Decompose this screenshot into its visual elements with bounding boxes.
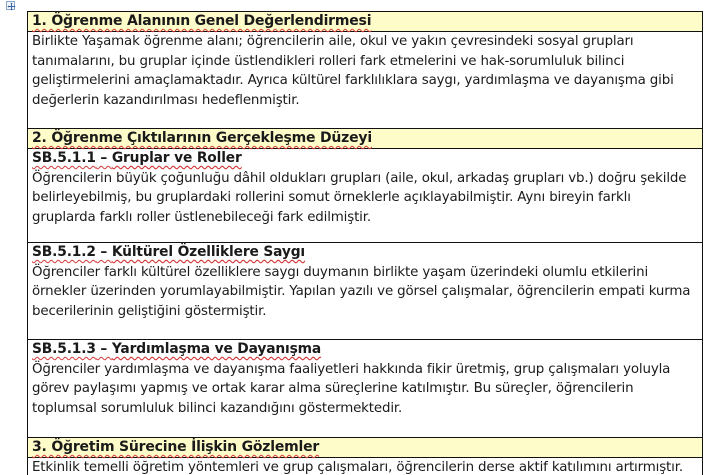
outcome-row-sb-5-1-3: [28, 340, 703, 438]
outcome-name: Yardımlaşma ve Dayanışma: [111, 341, 322, 357]
outcome-title-sb-5-1-3: [32, 340, 696, 360]
section-3-body-row: [28, 458, 703, 475]
section-2-header-row: [28, 129, 703, 149]
outcome-row-sb-5-1-1: [28, 149, 703, 243]
outcome-code: SB.5.1.2: [32, 244, 96, 260]
outcome-dash: –: [95, 244, 112, 260]
section-3-body-cell[interactable]: [28, 458, 703, 475]
outcome-cell-sb-5-1-3[interactable]: [28, 340, 703, 438]
outcome-code: SB.5.1.3: [32, 341, 96, 357]
outcome-body-sb-5-1-3: Öğrenciler yardımlaşma ve dayanışma faaliyetleri hakkında fikir üretmiş, grup çalışmaları yoluyla görev paylaşımı yapmış ve ortak karar alma süreçlerine katılmıştır. Bu süreçler, öğrencilerin toplumsal sorumluluk bilinci kazandığını göstermektedir.: [32, 361, 671, 416]
outcome-cell-sb-5-1-1[interactable]: [28, 149, 703, 243]
section-1-body-cell[interactable]: [28, 32, 703, 129]
section-2-header-cell[interactable]: [28, 129, 703, 149]
table-move-handle[interactable]: [6, 1, 15, 10]
outcome-title-sb-5-1-1: [32, 149, 696, 169]
section-1-heading: 1. Öğrenme Alanının Genel Değerlendirmesi: [32, 13, 372, 29]
outcome-dash: –: [95, 341, 112, 357]
outcome-title-sb-5-1-2: [32, 243, 696, 263]
section-3-header-cell[interactable]: [28, 438, 703, 458]
outcome-body-sb-5-1-1: Öğrencilerin büyük çoğunluğu dâhil oldukları grupları (aile, okul, arkadaş grupları vb.) doğru şekilde belirleyebilmiş, bu gruplardaki rollerini somut örneklerle açıklayabilmiştir. Aynı bireyin farklı gruplarda farklı roller üstlenebileceği fark edilmiştir.: [32, 170, 687, 225]
outcome-body-sb-5-1-2: Öğrenciler farklı kültürel özelliklere saygı duymanın birlikte yaşam üzerindeki olumlu etkilerini örnekler üzerinden yorumlayabilmiştir. Yapılan yazılı ve görsel çalışmalar, öğrencilerin empati kurma becerilerinin geliştiğini göstermiştir.: [32, 264, 691, 319]
outcome-code: SB.5.1.1: [32, 150, 96, 166]
evaluation-table: [27, 11, 703, 475]
outcome-row-sb-5-1-2: [28, 243, 703, 340]
section-1-body-text: Birlikte Yaşamak öğrenme alanı; öğrencilerin aile, okul ve yakın çevresindeki sosyal grupları tanımalarını, bu gruplar içinde üstlendikleri rolleri fark etmelerini ve hak-sorumluluk bilinci geliştirmelerini amaçlamaktadır. Ayrıca kültürel farklılıklara saygı, yardımlaşma ve dayanışma gibi değerlerin kazandırılması hedeflenmiştir.: [32, 34, 674, 108]
section-3-heading: 3. Öğretim Sürecine İlişkin Gözlemler: [32, 439, 320, 455]
section-2-heading: 2. Öğrenme Çıktılarının Gerçekleşme Düzeyi: [32, 130, 372, 146]
section-3-body-text: Etkinlik temelli öğretim yöntemleri ve grup çalışmaları, öğrencilerin derse aktif katılımını artırmıştır.: [32, 460, 683, 475]
outcome-dash: –: [95, 150, 112, 166]
move-cross-icon: [7, 2, 16, 11]
section-1-header-cell[interactable]: [28, 12, 703, 32]
outcome-cell-sb-5-1-2[interactable]: [28, 243, 703, 340]
section-1-body-row: [28, 32, 703, 129]
section-3-header-row: [28, 438, 703, 458]
outcome-name: Gruplar ve Roller: [111, 150, 242, 166]
outcome-name: Kültürel Özelliklere Saygı: [111, 244, 306, 260]
section-1-header-row: [28, 12, 703, 32]
